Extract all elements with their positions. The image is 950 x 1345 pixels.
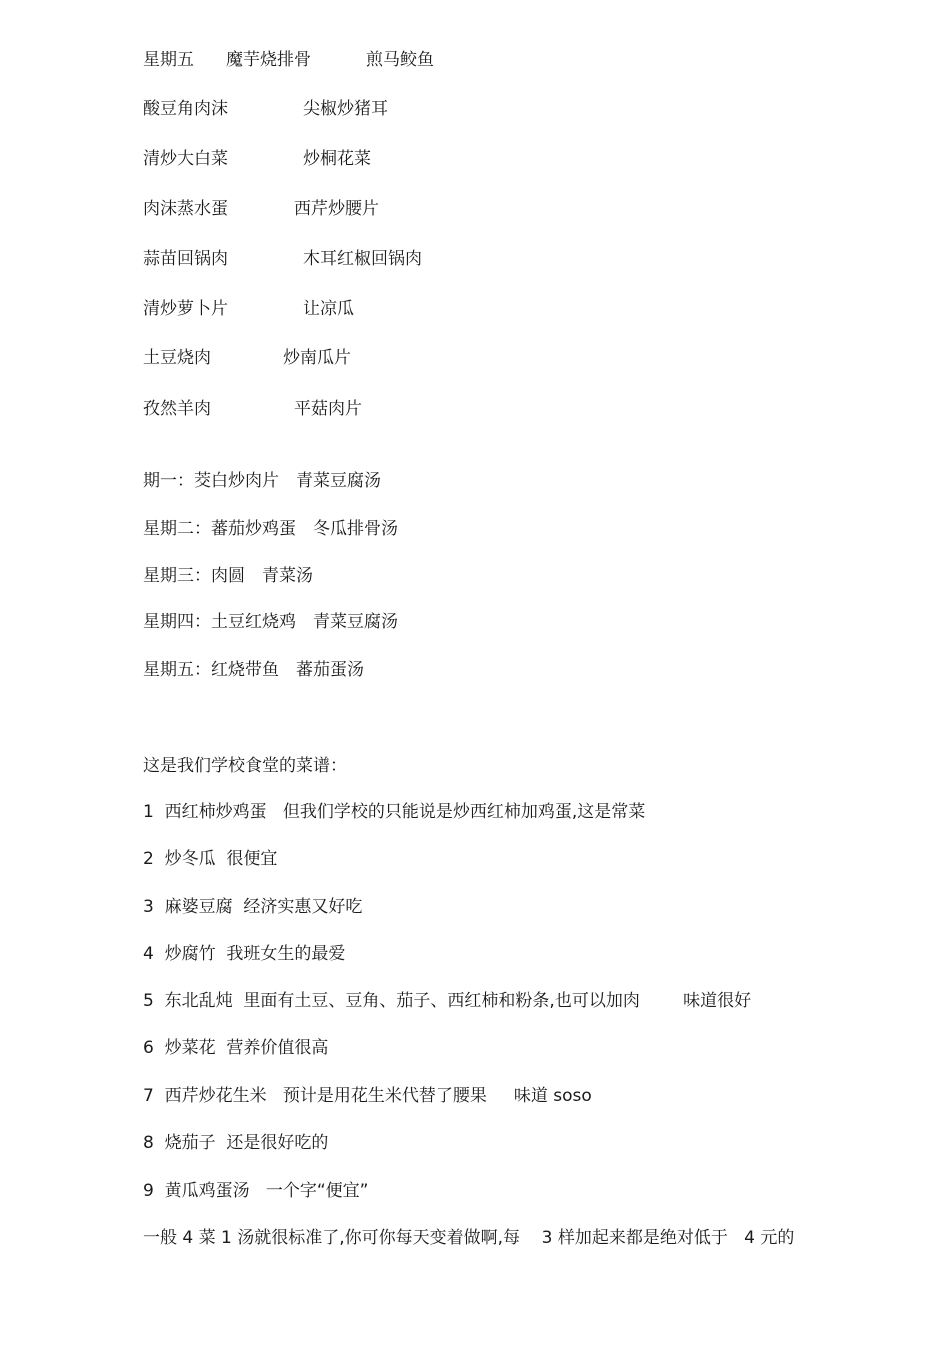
dish-pair-row xyxy=(143,247,422,271)
school-menu-intro: 这是我们学校食堂的菜谱： xyxy=(143,756,347,776)
dish-pair-row xyxy=(143,97,388,121)
dish-pair-row xyxy=(143,397,362,421)
friday-day-label: 星期五 xyxy=(143,50,194,70)
weekly-menu-item: 星期二：蕃茄炒鸡蛋 冬瓜排骨汤 xyxy=(143,519,398,539)
weekly-menu-item: 星期三：肉圆 青菜汤 xyxy=(143,566,313,586)
dish-right: 让凉瓜 xyxy=(303,299,354,319)
dish-right: 西芹炒腰片 xyxy=(294,199,379,219)
dish-left: 酸豆角肉沫 xyxy=(143,99,228,119)
dish-pair-row xyxy=(143,197,379,221)
school-menu-closing: 一般 4 菜 1 汤就很标准了,你可你每天变着做啊,每 3 样加起来都是绝对低于 4 元的 xyxy=(143,1228,795,1248)
school-menu-item: 3 麻婆豆腐 经济实惠又好吃 xyxy=(143,897,363,917)
dish-right: 炒桐花菜 xyxy=(303,149,371,169)
dish-pair-row xyxy=(143,297,354,321)
dish-right: 炒南瓜片 xyxy=(283,348,351,368)
dish-left: 清炒萝卜片 xyxy=(143,299,228,319)
dish-pair-row xyxy=(143,346,351,370)
dish-left: 孜然羊肉 xyxy=(143,399,211,419)
dish-left: 清炒大白菜 xyxy=(143,149,228,169)
school-menu-item: 2 炒冬瓜 很便宜 xyxy=(143,849,278,869)
dish-left: 蒜苗回锅肉 xyxy=(143,249,228,269)
dish-left: 土豆烧肉 xyxy=(143,348,211,368)
school-menu-item: 6 炒菜花 营养价值很高 xyxy=(143,1038,329,1058)
dish-right: 木耳红椒回锅肉 xyxy=(303,249,422,269)
school-menu-item: 5 东北乱炖 里面有土豆、豆角、茄子、西红柿和粉条,也可以加肉 味道很好 xyxy=(143,991,752,1011)
friday-header-row xyxy=(143,48,434,72)
dish-right: 尖椒炒猪耳 xyxy=(303,99,388,119)
school-menu-item: 4 炒腐竹 我班女生的最爱 xyxy=(143,944,346,964)
school-menu-item: 8 烧茄子 还是很好吃的 xyxy=(143,1133,329,1153)
school-menu-item: 9 黄瓜鸡蛋汤 一个字“便宜” xyxy=(143,1181,369,1201)
friday-dish-b: 煎马鲛鱼 xyxy=(366,50,434,70)
dish-left: 肉沫蒸水蛋 xyxy=(143,199,228,219)
school-menu-item: 1 西红柿炒鸡蛋 但我们学校的只能说是炒西红柿加鸡蛋,这是常菜 xyxy=(143,802,646,822)
weekly-menu-item: 星期五：红烧带鱼 蕃茄蛋汤 xyxy=(143,660,364,680)
dish-right: 平菇肉片 xyxy=(294,399,362,419)
school-menu-item: 7 西芹炒花生米 预计是用花生米代替了腰果 味道 soso xyxy=(143,1086,592,1106)
weekly-menu-item: 期一：茭白炒肉片 青菜豆腐汤 xyxy=(143,471,381,491)
friday-dish-a: 魔芋烧排骨 xyxy=(226,50,311,70)
weekly-menu-item: 星期四：土豆红烧鸡 青菜豆腐汤 xyxy=(143,612,398,632)
dish-pair-row xyxy=(143,147,371,171)
